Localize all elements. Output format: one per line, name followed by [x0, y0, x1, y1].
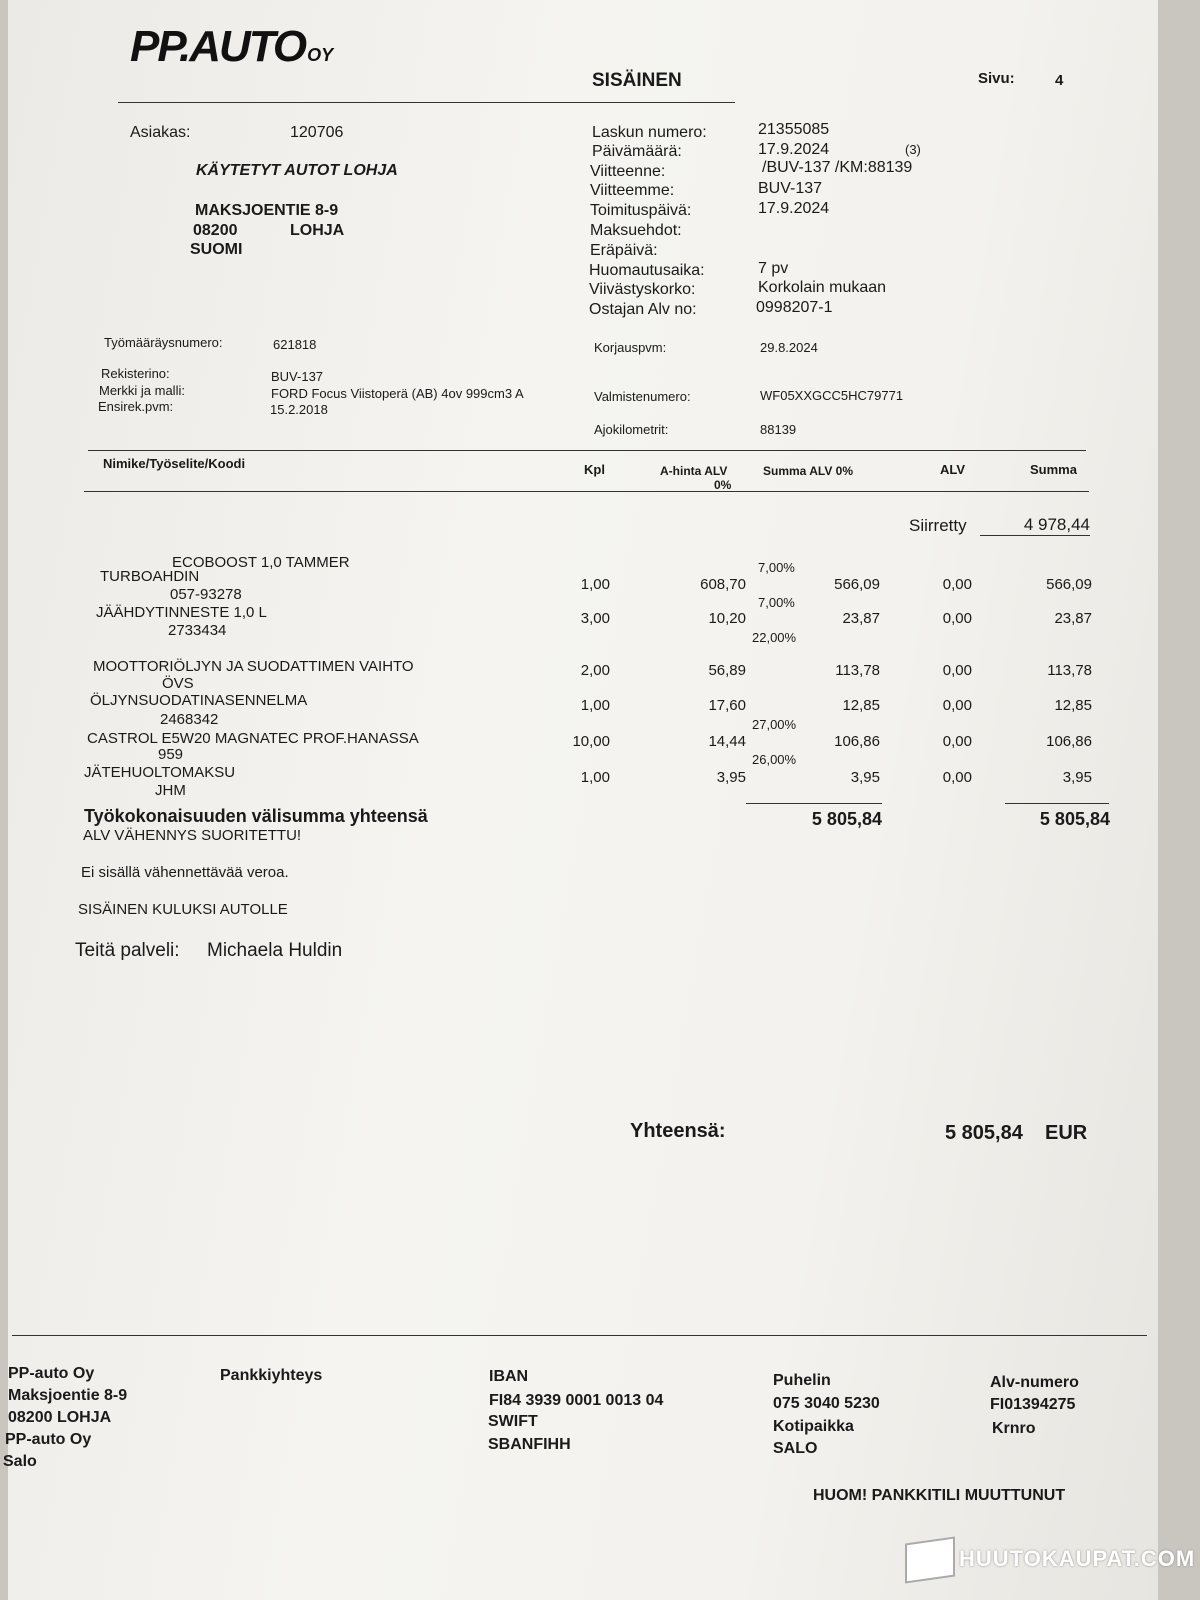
registration-label: Rekisterino: — [101, 366, 170, 381]
line-text: 959 — [158, 746, 184, 763]
line-sum-ex-vat: 566,09 — [834, 576, 880, 593]
col-header-unit-price: A-hinta ALV — [660, 464, 728, 478]
table-header-rule — [84, 491, 1089, 492]
vat-note: ALV VÄHENNYS SUORITETTU! — [83, 827, 302, 844]
registration-number: BUV-137 — [271, 369, 324, 384]
first-registration-label: Ensirek.pvm: — [98, 399, 174, 414]
carried-label: Siirretty — [909, 516, 967, 535]
line-text: ÖVS — [162, 675, 194, 692]
customer-name: KÄYTETYT AUTOT LOHJA — [196, 162, 398, 179]
line-sum-ex-vat: 3,95 — [850, 769, 880, 786]
line-discount: 7,00% — [758, 595, 795, 610]
invoice-field-value: 0998207-1 — [756, 299, 833, 316]
invoice-field-label: Päivämäärä: — [592, 143, 682, 160]
page-label: Sivu: — [978, 70, 1015, 87]
tax-note: Ei sisällä vähennettävää veroa. — [81, 864, 289, 881]
page-number: 4 — [1055, 72, 1064, 89]
footer-vat-number: FI01394275 — [990, 1396, 1076, 1413]
line-sum: 566,09 — [1046, 576, 1092, 593]
line-sum: 113,78 — [1047, 662, 1092, 679]
invoice-field-label: Toimituspäivä: — [590, 202, 692, 219]
footer-iban: FI84 3939 0001 0013 04 — [489, 1392, 664, 1409]
line-text: 057-93278 — [170, 586, 242, 603]
col-header-qty: Kpl — [584, 462, 605, 477]
footer-company-line: PP-auto Oy — [5, 1431, 92, 1448]
line-unit-price: 14,44 — [708, 733, 746, 750]
footer-swift-label: SWIFT — [488, 1413, 538, 1430]
line-sum-ex-vat: 113,78 — [835, 662, 880, 679]
footer-krnro-label: Krnro — [992, 1420, 1036, 1437]
customer-postcode: 08200 — [193, 222, 238, 239]
subtotal-ex-vat: 5 805,84 — [811, 809, 882, 829]
footer-iban-label: IBAN — [489, 1368, 529, 1385]
line-sum-ex-vat: 12,85 — [842, 697, 880, 714]
internal-note: SISÄINEN KULUKSI AUTOLLE — [78, 901, 288, 918]
line-sum: 12,85 — [1054, 697, 1092, 714]
line-discount: 27,00% — [752, 717, 797, 732]
customer-number: 120706 — [290, 124, 344, 141]
col-header-sum: Summa — [1030, 462, 1077, 477]
footer-domicile: SALO — [773, 1440, 818, 1457]
footer-bank-label: Pankkiyhteys — [220, 1367, 323, 1384]
line-discount: 22,00% — [752, 630, 797, 645]
invoice-field-value: 21355085 — [758, 121, 830, 138]
invoice-field-value: 17.9.2024 — [758, 141, 830, 158]
line-sum: 3,95 — [1062, 769, 1092, 786]
footer-phone: 075 3040 5230 — [773, 1395, 880, 1412]
line-vat: 0,00 — [942, 662, 972, 679]
footer-company-line: Maksjoentie 8-9 — [8, 1387, 128, 1404]
footer-domicile-label: Kotipaikka — [773, 1418, 854, 1435]
invoice-field-label: Viivästyskorko: — [589, 281, 696, 298]
footer-swift: SBANFIHH — [488, 1436, 571, 1453]
line-unit-price: 608,70 — [700, 576, 746, 593]
total-currency: EUR — [1045, 1122, 1088, 1144]
work-order-label: Työmääräysnumero: — [104, 335, 223, 350]
vin-label: Valmistenumero: — [594, 389, 691, 404]
make-model-label: Merkki ja malli: — [99, 383, 185, 398]
line-text: ECOBOOST 1,0 TAMMER — [172, 554, 350, 571]
subtotal-label: Työkokonaisuuden välisumma yhteensä — [84, 806, 428, 826]
invoice-field-label: Ostajan Alv no: — [589, 301, 697, 318]
line-text: TURBOAHDIN — [100, 568, 200, 585]
col-header-vat: ALV — [940, 462, 966, 477]
line-qty: 1,00 — [580, 769, 610, 786]
served-by-name: Michaela Huldin — [207, 940, 343, 961]
repair-date-label: Korjauspvm: — [594, 340, 667, 355]
footer-phone-label: Puhelin — [773, 1372, 831, 1389]
header-divider — [118, 102, 735, 103]
line-unit-price: 17,60 — [708, 697, 746, 714]
line-vat: 0,00 — [942, 576, 972, 593]
line-qty: 10,00 — [572, 733, 610, 750]
invoice-field-value: BUV-137 — [758, 180, 823, 197]
line-text: JÄÄHDYTINNESTE 1,0 L — [96, 604, 267, 621]
table-top-rule — [88, 450, 1086, 451]
invoice-paper — [8, 0, 1158, 1600]
line-sum: 106,86 — [1046, 733, 1092, 750]
make-model: FORD Focus Viistoperä (AB) 4ov 999cm3 A — [271, 386, 524, 401]
invoice-field-value: 7 pv — [758, 260, 789, 277]
document-title: SISÄINEN — [592, 70, 682, 91]
invoice-field-label: Viitteemme: — [590, 182, 675, 199]
line-text: 2733434 — [168, 622, 227, 639]
customer-country: SUOMI — [190, 241, 243, 258]
line-text: 2468342 — [160, 711, 219, 728]
customer-label: Asiakas: — [130, 124, 191, 141]
first-registration-date: 15.2.2018 — [270, 402, 328, 417]
served-by-label: Teitä palveli: — [75, 940, 180, 961]
mileage-label: Ajokilometrit: — [594, 422, 669, 437]
footer-company-line: Salo — [3, 1453, 37, 1470]
invoice-field-label: Maksuehdot: — [590, 222, 682, 239]
line-vat: 0,00 — [942, 697, 972, 714]
footer-bank-notice: HUOM! PANKKITILI MUUTTUNUT — [813, 1487, 1066, 1504]
line-discount: 26,00% — [752, 752, 797, 767]
company-logo: PP.AUTO OY — [130, 22, 334, 71]
subtotal-rule-right — [1005, 803, 1109, 804]
col-header-name: Nimike/Työselite/Koodi — [103, 456, 246, 471]
customer-city: LOHJA — [290, 222, 345, 239]
line-sum: 23,87 — [1054, 610, 1092, 627]
customer-street: MAKSJOENTIE 8-9 — [195, 202, 339, 219]
line-text: MOOTTORIÖLJYN JA SUODATTIMEN VAIHTO — [93, 658, 414, 675]
invoice-field-label: Eräpäivä: — [590, 242, 658, 259]
line-unit-price: 10,20 — [708, 610, 746, 627]
line-vat: 0,00 — [942, 610, 972, 627]
vin-number: WF05XXGCC5HC79771 — [760, 388, 904, 403]
invoice-field-value: Korkolain mukaan — [758, 279, 887, 296]
line-qty: 2,00 — [580, 662, 610, 679]
subtotal-rule-left — [746, 803, 882, 804]
watermark: HUUTOKAUPAT.COM — [905, 1540, 1195, 1580]
invoice-field-label: Huomautusaika: — [589, 262, 705, 279]
footer-vat-label: Alv-numero — [990, 1374, 1079, 1391]
invoice-field-value: /BUV-137 /KM:88139 — [762, 159, 913, 176]
line-text: ÖLJYNSUODATINASENNELMA — [90, 692, 308, 709]
box-icon — [905, 1536, 955, 1583]
line-vat: 0,00 — [942, 733, 972, 750]
line-unit-price: 56,89 — [708, 662, 746, 679]
line-vat: 0,00 — [942, 769, 972, 786]
col-header-sum-ex-vat: Summa ALV 0% — [763, 464, 854, 478]
total-label: Yhteensä: — [630, 1120, 726, 1142]
mileage: 88139 — [760, 422, 797, 437]
copy-marker: (3) — [905, 142, 921, 157]
invoice-field-label: Laskun numero: — [592, 124, 707, 141]
line-sum-ex-vat: 23,87 — [842, 610, 880, 627]
line-discount: 7,00% — [758, 560, 795, 575]
line-unit-price: 3,95 — [716, 769, 746, 786]
line-qty: 1,00 — [580, 697, 610, 714]
col-header-unit-price-sub: 0% — [714, 478, 732, 492]
total-value: 5 805,84 — [945, 1122, 1023, 1144]
footer-company-line: 08200 LOHJA — [8, 1409, 112, 1426]
line-text: JHM — [155, 782, 186, 799]
line-qty: 1,00 — [580, 576, 610, 593]
footer-rule — [12, 1335, 1147, 1336]
line-sum-ex-vat: 106,86 — [834, 733, 880, 750]
line-text: JÄTEHUOLTOMAKSU — [84, 764, 236, 781]
line-text: CASTROL E5W20 MAGNATEC PROF.HANASSA — [87, 730, 419, 747]
footer-company-line: PP-auto Oy — [8, 1365, 95, 1382]
carried-value: 4 978,44 — [980, 515, 1090, 536]
work-order-number: 621818 — [273, 337, 317, 352]
invoice-field-value: 17.9.2024 — [758, 200, 830, 217]
repair-date: 29.8.2024 — [760, 340, 818, 355]
subtotal-sum: 5 805,84 — [1039, 809, 1110, 829]
line-qty: 3,00 — [580, 610, 610, 627]
invoice-field-label: Viitteenne: — [590, 163, 666, 180]
